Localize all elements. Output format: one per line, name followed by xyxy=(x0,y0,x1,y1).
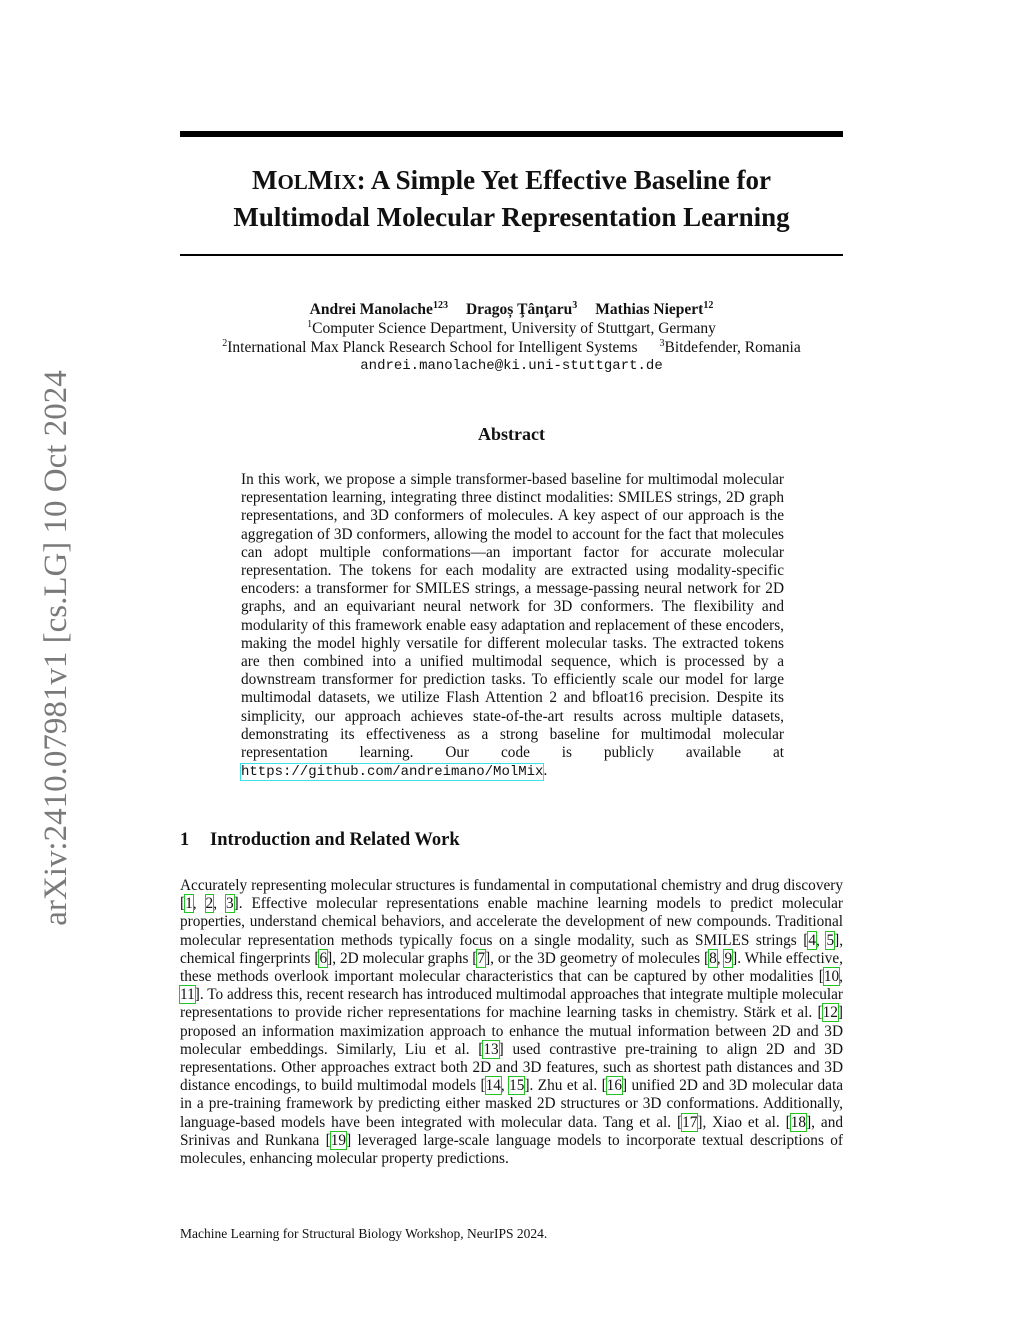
citation-link[interactable]: 10 xyxy=(823,968,840,986)
author-block xyxy=(180,300,843,376)
citation-link[interactable]: 11 xyxy=(180,986,195,1004)
intro-text: ]. Zhu et al. [ xyxy=(524,1077,607,1095)
author-email: andrei.manolache@ki.uni-stuttgart.de xyxy=(360,358,663,374)
citation-separator: , xyxy=(716,949,725,967)
affiliation-1 xyxy=(180,319,843,338)
author-1 xyxy=(310,301,448,318)
title-smallcaps-m: M xyxy=(251,165,278,195)
intro-text: ], or the 3D geometry of molecules [ xyxy=(485,949,710,967)
intro-text: ] proposed an information maximization approach to enhance the mutual information between 2D and 3D molecular embeddings. Similarly, Liu et al. [ xyxy=(180,1004,843,1058)
title-line-2: Multimodal Molecular Representation Learning xyxy=(233,202,790,232)
section-heading xyxy=(180,830,460,851)
citation-link[interactable]: 13 xyxy=(483,1040,499,1058)
citation-separator: , xyxy=(213,895,226,913)
intro-text: Accurately representing molecular structures is fundamental in computational chemistry and drug discovery [ xyxy=(180,877,843,913)
abstract-heading: Abstract xyxy=(478,424,545,444)
author-1-name: Andrei Manolache xyxy=(309,301,433,318)
citation-link[interactable]: 6 xyxy=(319,949,328,967)
intro-text: ], Xiao et al. [ xyxy=(697,1113,791,1131)
citation-link[interactable]: 12 xyxy=(822,1004,838,1022)
code-repository-link[interactable]: https://github.com/andreimano/MolMix xyxy=(241,764,544,781)
affiliation-2-3 xyxy=(180,338,843,357)
arxiv-identifier-stamp: arXiv:2410.07981v1 [cs.LG] 10 Oct 2024 xyxy=(38,370,74,926)
intro-text: ] used contrastive pre-training to align 2D and 3D representations. Other approaches extract both 2D and 3D features, such as shortest path distances and 3D distance encodings, to build multimodal models [ xyxy=(180,1040,843,1095)
abstract-end: . xyxy=(543,762,548,780)
author-3 xyxy=(595,301,713,318)
citation-link[interactable]: 19 xyxy=(330,1131,347,1149)
affiliation-1-sup: 1 xyxy=(307,318,313,330)
section-number: 1 xyxy=(180,830,190,850)
citation-link[interactable]: 1 xyxy=(185,895,193,913)
author-names xyxy=(180,300,843,319)
title-bottom-rule xyxy=(180,254,843,256)
affiliation-2-text: International Max Planck Research School for Intelligent Systems xyxy=(227,339,638,356)
author-2-name: Dragoș Ţânţaru xyxy=(465,301,573,318)
affiliation-2-sup: 2 xyxy=(222,337,228,349)
paper-title xyxy=(180,163,843,235)
citation-separator: , xyxy=(839,968,843,986)
title-smallcaps-ol: OL xyxy=(277,170,308,194)
author-1-sup: 123 xyxy=(432,299,448,311)
affiliation-3-text: Bitdefender, Romania xyxy=(664,339,801,356)
introduction-paragraph xyxy=(180,877,843,1168)
citation-link[interactable]: 17 xyxy=(682,1113,698,1131)
citation-separator: , xyxy=(192,895,206,913)
citation-link[interactable]: 15 xyxy=(509,1077,525,1095)
intro-text: ], 2D molecular graphs [ xyxy=(327,949,478,967)
author-3-name: Mathias Niepert xyxy=(595,301,704,318)
citation-link[interactable]: 9 xyxy=(724,949,733,967)
abstract-body xyxy=(241,471,784,781)
venue-footer: Machine Learning for Structural Biology Workshop, NeurIPS 2024. xyxy=(180,1226,548,1241)
citation-link[interactable]: 2 xyxy=(205,895,214,913)
citation-link[interactable]: 8 xyxy=(709,949,717,967)
affiliation-3-sup: 3 xyxy=(659,337,665,349)
title-smallcaps-ix: IX xyxy=(333,170,357,194)
title-line-1-rest: : A Simple Yet Effective Baseline for xyxy=(356,165,772,195)
author-2-sup: 3 xyxy=(572,299,578,311)
citation-separator: , xyxy=(816,931,827,949)
abstract-text: In this work, we propose a simple transformer-based baseline for multimodal molecular representation learning, integrating three distinct modalities: SMILES strings, 2D graph representations, and 3D conformers of molecules. A key aspect of our approach is the aggregation of 3D conformers, allowing the model to account for the fact that molecules can adopt multiple conformations—an important factor for accurate molecular representation. The tokens for each modality are extracted using modality-specific encoders: a transformer for SMILES strings, a message-passing neural network for 2D graphs, and an equivariant neural network for 3D conformers. The flexibility and modularity of this framework enable easy adaptation and replacement of these encoders, making the model highly versatile for different molecular tasks. The extracted tokens are then combined into a unified multimodal sequence, which is processed by a downstream transformer for prediction tasks. To efficiently scale our model for large multimodal datasets, we utilize Flash Attention 2 and bfloat16 precision. Despite its simplicity, our approach achieves state-of-the-art results across multiple datasets, demonstrating its effectiveness as a strong baseline for multimodal molecular representation learning. Our code is publicly available at xyxy=(241,471,784,762)
affiliation-1-text: Computer Science Department, University of Stuttgart, Germany xyxy=(312,320,716,337)
intro-text: ], and Srinivas and Runkana [ xyxy=(180,1113,843,1149)
author-2 xyxy=(466,301,577,318)
citation-link[interactable]: 18 xyxy=(790,1113,807,1131)
title-line-1 xyxy=(180,163,843,200)
citation-link[interactable]: 4 xyxy=(808,931,817,949)
citation-link[interactable]: 16 xyxy=(606,1077,622,1095)
intro-text: ] leveraged large-scale language models to incorporate textual descriptions of molecules, enhancing molecular property predictions. xyxy=(180,1131,843,1168)
section-title: Introduction and Related Work xyxy=(210,830,460,850)
intro-text: ]. To address this, recent research has introduced multimodal approaches that integrate multiple molecular representations to provide richer representations for machine learning tasks in chemistry. Stärk et al. [ xyxy=(180,986,843,1022)
author-3-sup: 12 xyxy=(703,299,714,311)
intro-text: ], chemical fingerprints [ xyxy=(180,931,844,967)
intro-text: ]. While effective, these methods overlook important molecular characteristics that can be captured by other modalities [ xyxy=(180,949,843,986)
citation-link[interactable]: 5 xyxy=(826,931,835,949)
citation-separator: , xyxy=(500,1077,510,1095)
citation-link[interactable]: 14 xyxy=(485,1077,501,1095)
citation-link[interactable]: 3 xyxy=(225,895,234,913)
intro-text: ] unified 2D and 3D molecular data in a pre-training framework by predicting either masked 2D structures or 3D conformations. Additionally, language-based models have been integrated with molecular data. Tang et al. [ xyxy=(180,1077,843,1131)
citation-link[interactable]: 7 xyxy=(477,949,486,967)
intro-text: ]. Effective molecular representations enable machine learning models to predict molecular properties, understand chemical behaviors, and accelerate the development of new compounds. Traditional molecular representation methods typically focus on a single modality, such as SMILES strings [ xyxy=(180,895,843,949)
title-top-rule xyxy=(180,131,843,137)
title-smallcaps-m2: M xyxy=(307,165,334,195)
